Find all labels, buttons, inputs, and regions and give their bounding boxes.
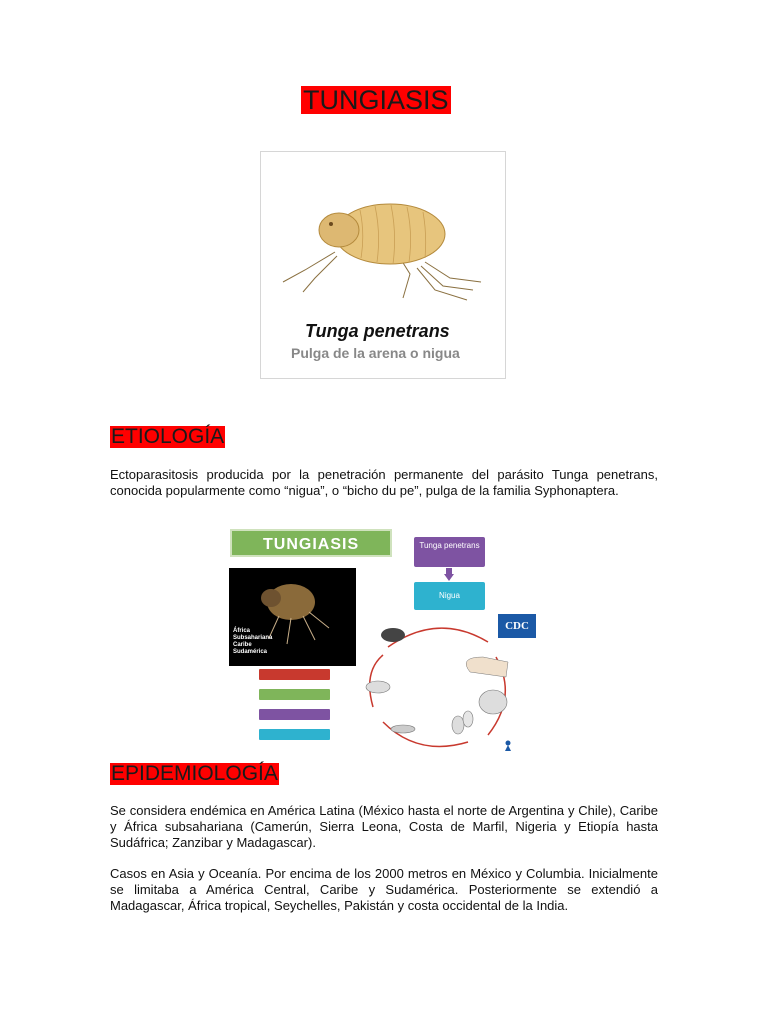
caption-line: África [233,628,251,634]
flow-box [259,669,330,680]
flow-box [259,709,330,720]
heading-etiologia: ETIOLOGÍA [111,425,225,448]
flea-common-name: Pulga de la arena o nigua [291,345,460,361]
species-box: Tunga penetrans [414,537,485,567]
document-title: TUNGIASIS [303,85,449,115]
paragraph-epidemiologia-1: Se considera endémica en América Latina (México hasta el norte de Argentina y Chile), Caribe y África subsahariana (Camerún, Sierra Leona, Costa de Marfil, Nigeria y Etiopía hasta Sudáfrica; Zanzibar y Madagascar). [110,803,658,850]
flea-figure [260,151,506,379]
cdc-logo: CDC [498,614,536,638]
common-name-box: Nigua [414,582,485,610]
flea-photo [229,568,356,666]
flea-illustration [275,182,493,312]
lifecycle-infographic [228,527,538,752]
down-arrow-icon [444,568,454,582]
photo-caption [233,628,272,656]
caption-line: Caribe [233,642,252,648]
banner-title: TUNGIASIS [263,536,360,553]
paragraph-epidemiologia-2: Casos en Asia y Oceanía. Por encima de los 2000 metros en México y Columbia. Inicialmente se limitaba a América Central, Caribe y Sudamérica. Posteriormente se extendió a Madagascar, África tropical, Seychelles, Pakistán y costa occidental de la India. [110,866,658,913]
infographic-banner [230,529,392,557]
paragraph-etiologia: Ectoparasitosis producida por la penetración permanente del parásito Tunga penetrans, conocida popularmente como “nigua”, o “bicho du pe”, pulga de la familia Syphonaptera. [110,467,658,498]
heading-epidemiologia: EPIDEMIOLOGÍA [111,762,278,785]
flea-species-name: Tunga penetrans [305,321,450,341]
flow-box [259,729,330,740]
caption-line: Subsahariana [233,635,273,641]
lifecycle-diagram [358,617,533,752]
flow-box [259,689,330,700]
caption-line: Sudamérica [233,649,268,655]
